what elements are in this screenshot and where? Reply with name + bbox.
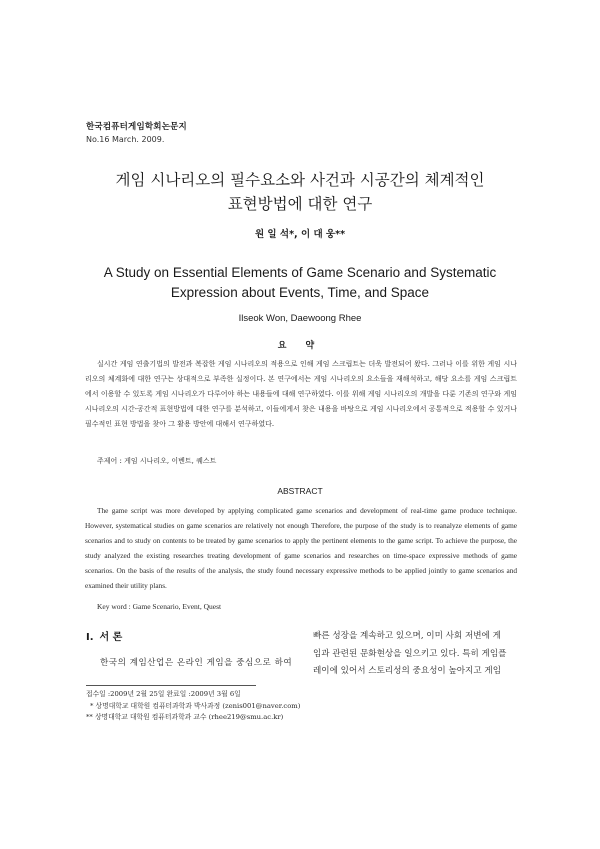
abstract-english [85, 503, 517, 594]
title-korean-line1: 게임 시나리오의 필수요소와 사건과 시공간의 체계적인 [115, 171, 485, 189]
section-title: 서 론 [99, 632, 123, 643]
title-korean [40, 168, 560, 216]
title-korean-line2: 표현방법에 대한 연구 [227, 195, 373, 213]
abstract-korean-heading: 요 약 [277, 341, 323, 351]
abstract-english-text: The game script was more developed by applying complicated game scenarios and development of real-time game produce technique. However, systematical studies on game scenarios are relatively not enough Therefore, the purpose of the study is to reanalyze elements of game scenarios and to study on contents to be treated by game scenarios to apply the pertinent elements to the game script. To achieve the purpose, the study analyzed the existing researches treating development of game scenarios and researches on time-space expressive methods of game scenarios. On the basis of the results of the analysis, the study found necessary expressive methods to be applied jointly to game scenarios and examined their utility plans. [85, 506, 517, 591]
body-column-left: 한국의 계임산업은 온라인 게임을 중심으로 하여 [100, 658, 293, 668]
keywords-korean: 주제어 : 게임 시나리오, 이벤트, 퀘스트 [97, 457, 217, 465]
title-english-line2: Expression about Events, Time, and Space [170, 285, 430, 300]
title-english-line1: A Study on Essential Elements of Game Scenario and Systematic [103, 265, 497, 280]
footnote-divider [86, 685, 256, 686]
body-right-line: 레이에 있어서 스토리성의 중요성이 높아지고 게임 [313, 666, 501, 676]
journal-name: 한국컴퓨터게임학회논문지 [86, 122, 187, 132]
journal-issue: No.16 March. 2009. [86, 135, 165, 144]
footnote-author2: ** 상명대학교 대학원 컴퓨터과학과 교수 (rhee219@smu.ac.kr) [86, 713, 284, 721]
journal-header [86, 120, 187, 144]
body-column-right [313, 628, 518, 681]
authors-korean: 원 일 석*, 이 대 웅** [254, 229, 346, 240]
footnote-received: 접수일 :2009년 2월 25일 완료일 :2009년 3월 6일 [86, 690, 241, 698]
title-english [40, 263, 560, 303]
footnotes [86, 689, 300, 724]
keywords-english: Key word : Game Scenario, Event, Quest [97, 602, 222, 611]
abstract-korean-text: 실시간 게임 연출기법의 발전과 복잡한 게임 시나리오의 적용으로 인해 게임 스크립트는 더욱 발전되어 왔다. 그러나 이를 위한 게임 시나리오의 체계화에 대한 연구는 상대적으로 부족한 실정이다. 본 연구에서는 게임 시나리오의 요소들을 재해석하고, 해당 요소를 게임 스크립트에서 이용할 수 있도록 게임 시나리오가 다루어야 하는 내용들에 대해 연구하였다. 이를 위해 게임 시나리오의 개발을 다룬 기존의 연구와 게임 시나리오의 시간-공간적 표현방법에 대한 연구를 분석하고, 이들에게서 찾은 내용을 바탕으로 게임 시나리오에서 공통적으로 적용할 수 있거나 필수적인 표현 방법을 찾아 그 활용 방안에 대해서 연구하였다. [85, 360, 517, 429]
body-right-line: 임과 관련된 문화현상을 일으키고 있다. 특히 게임플 [313, 648, 507, 659]
footnote-author1: * 상명대학교 대학원 컴퓨터과학과 박사과정 (zenis001@naver.com) [90, 701, 301, 710]
abstract-english-heading: ABSTRACT [277, 486, 323, 496]
body-right-line: 빠른 성장을 계속하고 있으며, 이미 사회 저변에 게 [313, 631, 501, 641]
section-heading-introduction [86, 628, 122, 643]
section-number: Ⅰ. [86, 632, 94, 643]
authors-english: Ilseok Won, Daewoong Rhee [238, 313, 362, 324]
abstract-korean [85, 357, 517, 432]
